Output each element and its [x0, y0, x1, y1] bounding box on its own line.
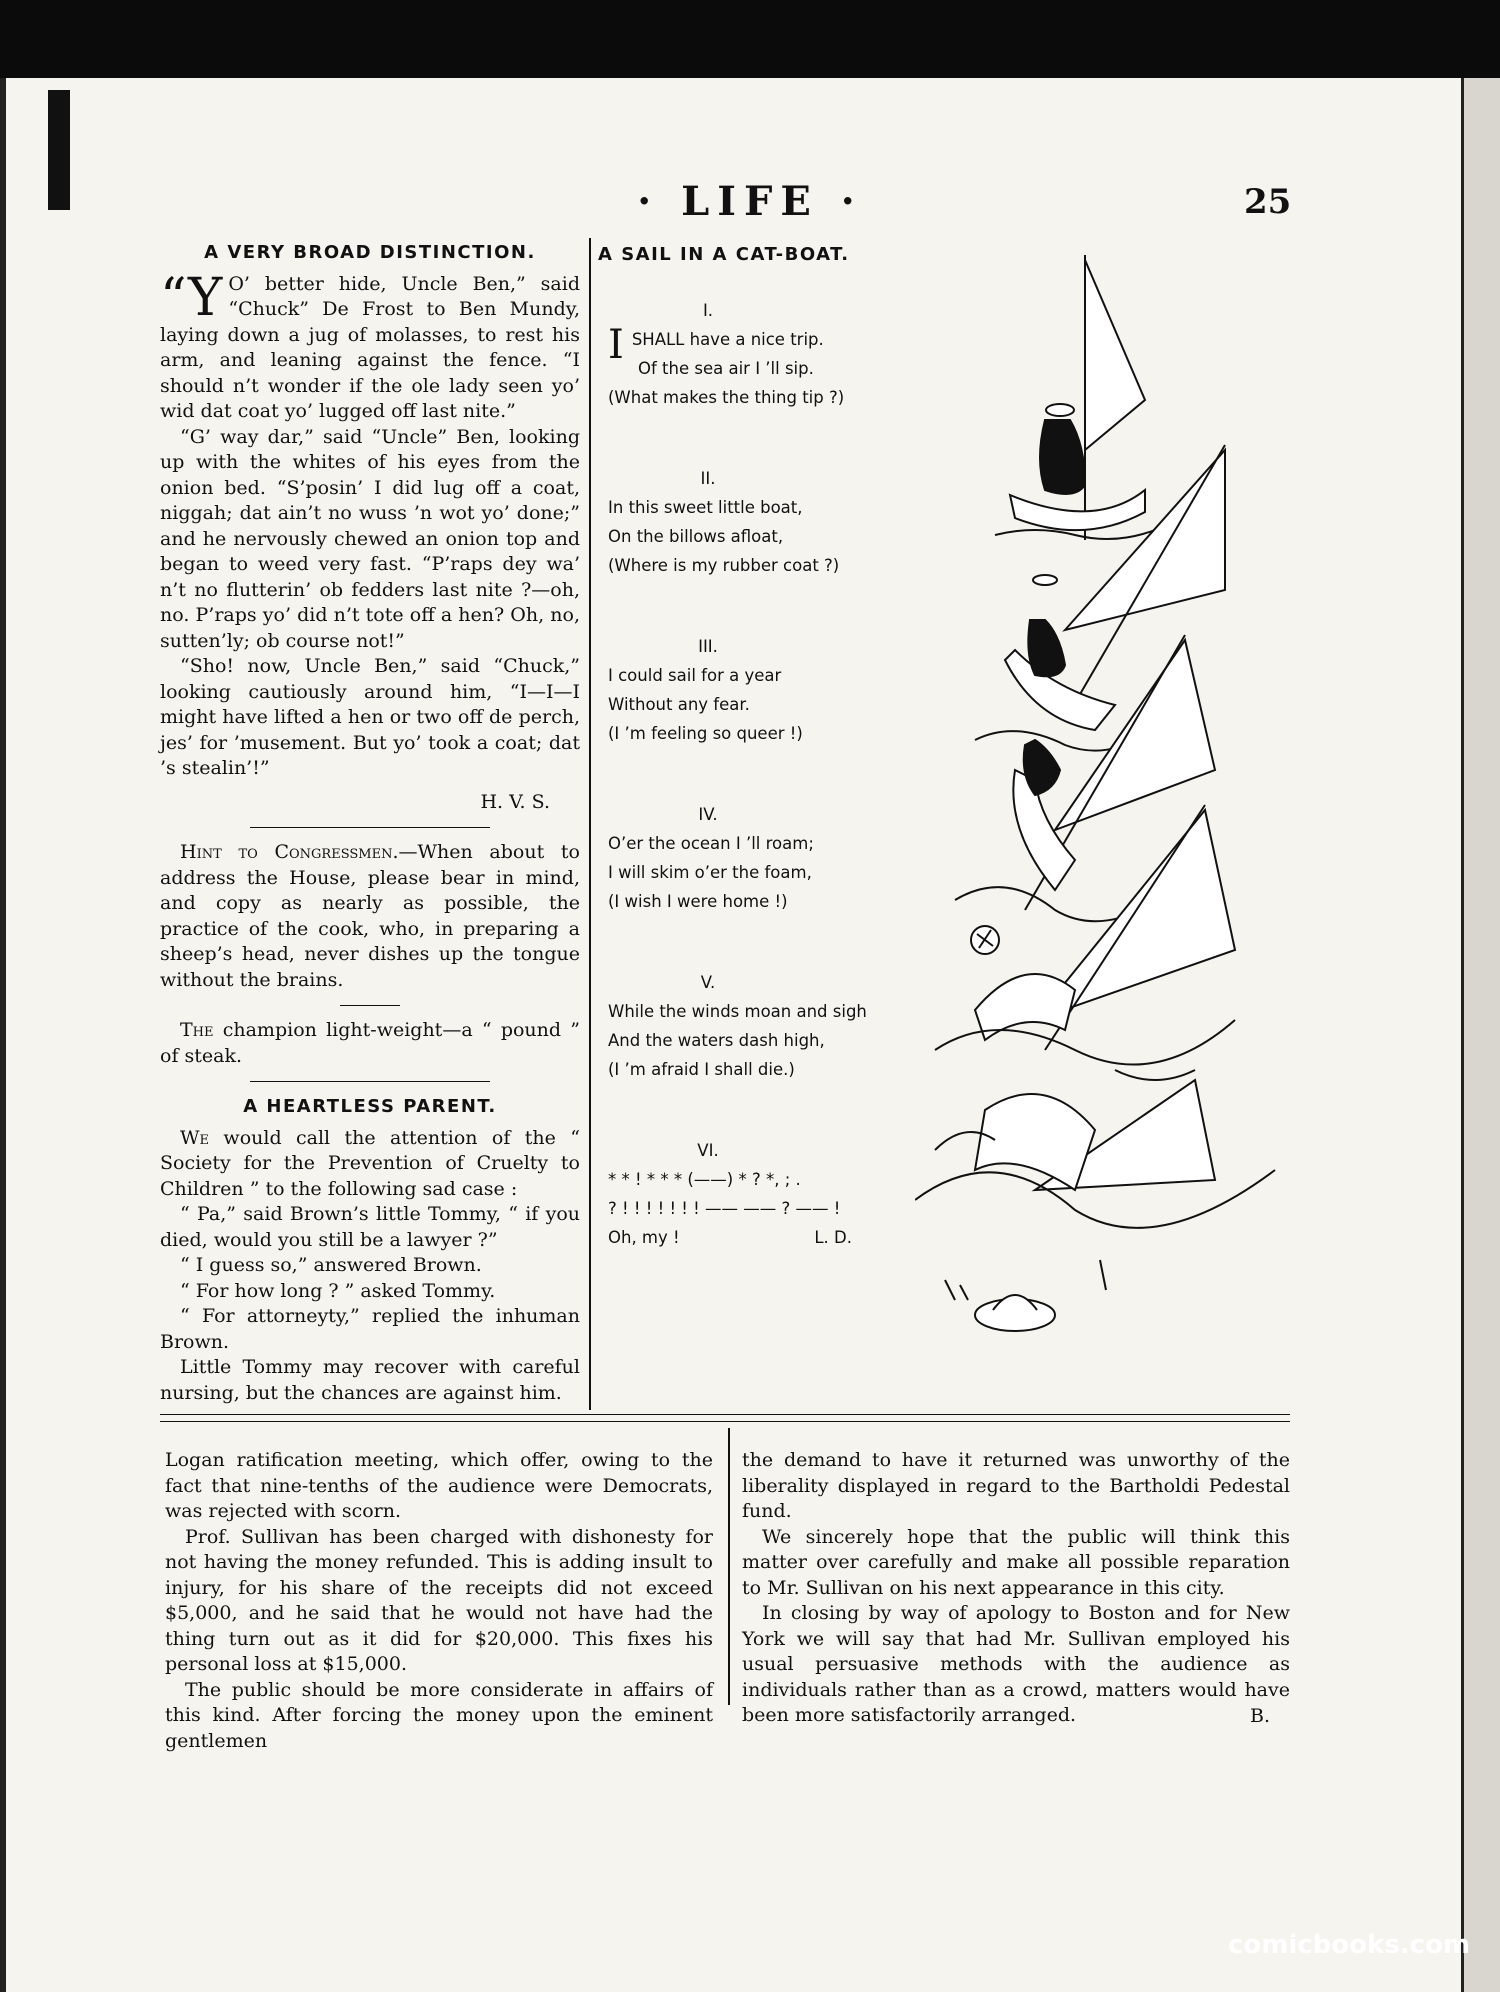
poem-line: I will skim o’er the foam, — [608, 863, 812, 882]
stanza-number: V. — [700, 973, 716, 992]
article-paragraph: “ For how long ? ” asked Tommy. — [180, 1279, 496, 1302]
section-double-rule — [160, 1414, 1290, 1422]
scan-left-edge — [0, 78, 6, 1992]
cat-boat-sinking-sequence-illustration — [915, 250, 1315, 1420]
stanza-number: III. — [698, 637, 718, 656]
hint-paragraph: Hint to Congressmen.—When about to address the House, please bear in mind, and copy as nearly as possible, the practice of the cook, who, in preparing a sheep’s head, never dishes up the tongue without the brains. — [160, 841, 580, 991]
drop-cap: I — [608, 322, 624, 368]
sail-icon — [1085, 260, 1145, 450]
divider — [250, 1081, 490, 1082]
column-divider — [728, 1428, 730, 1705]
article-paragraph: In closing by way of apology to Boston and for New York we will say that had Mr. Sullivan employed his usual persuasive methods with the audience as individuals rather than as a crowd, matters would have been more satisfactorily arranged. — [742, 1602, 1290, 1726]
stanza-number: II. — [700, 469, 716, 488]
divider — [250, 827, 490, 828]
left-column — [160, 240, 580, 1406]
poem-line: In this sweet little boat, — [608, 498, 803, 517]
article-title: A HEARTLESS PARENT. — [243, 1096, 497, 1117]
page-number: 25 — [1244, 182, 1292, 222]
article-paragraph: “G’ way dar,” said “Uncle” Ben, looking up with the whites of his eyes from the onion bed. “S’posin’ I did lug off a coat, niggah; dat ain’t no wuss ’n wot yo’ done;” and he nervously chewed an onion top and began to weed very fast. “P’raps dey wa’ n’t no flutterin’ ob fedders last nite ?—oh, no. P’raps yo’ did n’t tote off a hen? Oh, no, sutten’ly; ob course not!” — [160, 425, 580, 652]
article-title: A VERY BROAD DISTINCTION. — [204, 242, 536, 263]
poem-line: On the billows afloat, — [608, 527, 784, 546]
article-paragraph: The public should be more considerate in affairs of this kind. After forcing the money upon the eminent gentlemen — [165, 1678, 713, 1752]
magazine-title: · LIFE · — [637, 178, 863, 225]
signature: B. — [1249, 1704, 1270, 1727]
poem-title: A SAIL IN A CAT-BOAT. — [598, 244, 850, 265]
scan-top-border — [0, 0, 1500, 78]
article-paragraph: Prof. Sullivan has been charged with dishonesty for not having the money refunded. This is adding insult to injury, for his share of the receipts did not exceed $5,000, and he said that he would not have had the thing turn out as it did for $20,000. This fixes his personal loss at $15,000. — [165, 1525, 713, 1675]
scan-right-edge — [1461, 78, 1500, 1992]
article-paragraph: We sincerely hope that the public will think this matter over carefully and make all possible reparation to Mr. Sullivan on his next appearance in this city. — [742, 1525, 1290, 1599]
poem-line: (Where is my rubber coat ?) — [608, 556, 840, 575]
watermark: comicbooks.com — [1228, 1930, 1471, 1960]
poem-line: And the waters dash high, — [608, 1031, 825, 1050]
poem-line: ? ! ! ! ! ! ! ! —— —— ? —— ! — [608, 1199, 841, 1218]
article-paragraph: “Y O’ better hide, Uncle Ben,” said “Chuck” De Frost to Ben Mundy, laying down a jug of molasses, to rest his arm, and leaning against the fence. “I should n’t wonder if the ole lady seen yo’ wid dat coat yo’ lugged off last nite.” — [160, 267, 580, 422]
stanza-number: VI. — [697, 1141, 719, 1160]
poem-line: Of the sea air I ’ll sip. — [638, 359, 814, 378]
poem-line: I could sail for a year — [608, 666, 782, 685]
poem-line: ISHALL have a nice trip. — [608, 322, 824, 368]
poem-line: (I ’m feeling so queer !) — [608, 724, 803, 743]
article-paragraph: We would call the attention of the “ Society for the Prevention of Cruelty to Children ” to the following sad case : — [160, 1126, 580, 1200]
poem — [608, 296, 898, 1252]
bottom-left-column — [165, 1448, 713, 1754]
bottom-right-column — [742, 1448, 1290, 1729]
article-paragraph: Little Tommy may recover with careful nursing, but the chances are against him. — [160, 1356, 580, 1404]
stanza-number: IV. — [698, 805, 718, 824]
drop-cap: “Y — [160, 267, 223, 328]
poem-line: Without any fear. — [608, 695, 750, 714]
poem-line: (I wish I were home !) — [608, 892, 788, 911]
poem-line: O’er the ocean I ’ll roam; — [608, 834, 814, 853]
article-paragraph: “ Pa,” said Brown’s little Tommy, “ if you died, would you still be a lawyer ?” — [160, 1203, 580, 1251]
poem-line: Oh, my ! — [608, 1228, 680, 1247]
divider — [340, 1005, 400, 1006]
poem-line: * * ! * * * (——) * ? *, ; . — [608, 1170, 801, 1189]
article-paragraph: “Sho! now, Uncle Ben,” said “Chuck,” looking cautiously around him, “I—I—I might have lifted a hen or two off de perch, jes’ for ’musement. But yo’ took a coat; dat ’s stealin’!” — [160, 655, 580, 779]
column-divider — [589, 238, 591, 1410]
article-paragraph: “ For attorneyty,” replied the inhuman Brown. — [160, 1305, 580, 1353]
article-paragraph: Logan ratification meeting, which offer, owing to the fact that nine-tenths of the audience were Democrats, was rejected with scorn. — [165, 1449, 713, 1522]
poem-line: (What makes the thing tip ?) — [608, 388, 845, 407]
binding-mark — [48, 90, 70, 210]
poem-line: (I ’m afraid I shall die.) — [608, 1060, 795, 1079]
signature: H. V. S. — [480, 790, 550, 813]
article-paragraph: “ I guess so,” answered Brown. — [180, 1254, 482, 1276]
signature: L. D. — [814, 1228, 852, 1247]
article-paragraph: the demand to have it returned was unworthy of the liberality displayed in regard to the Bartholdi Pedestal fund. — [742, 1449, 1290, 1522]
stanza-number: I. — [702, 301, 714, 320]
poem-line: While the winds moan and sigh — [608, 1002, 867, 1021]
champion-paragraph: The champion light-weight—a “ pound ” of steak. — [160, 1019, 580, 1067]
